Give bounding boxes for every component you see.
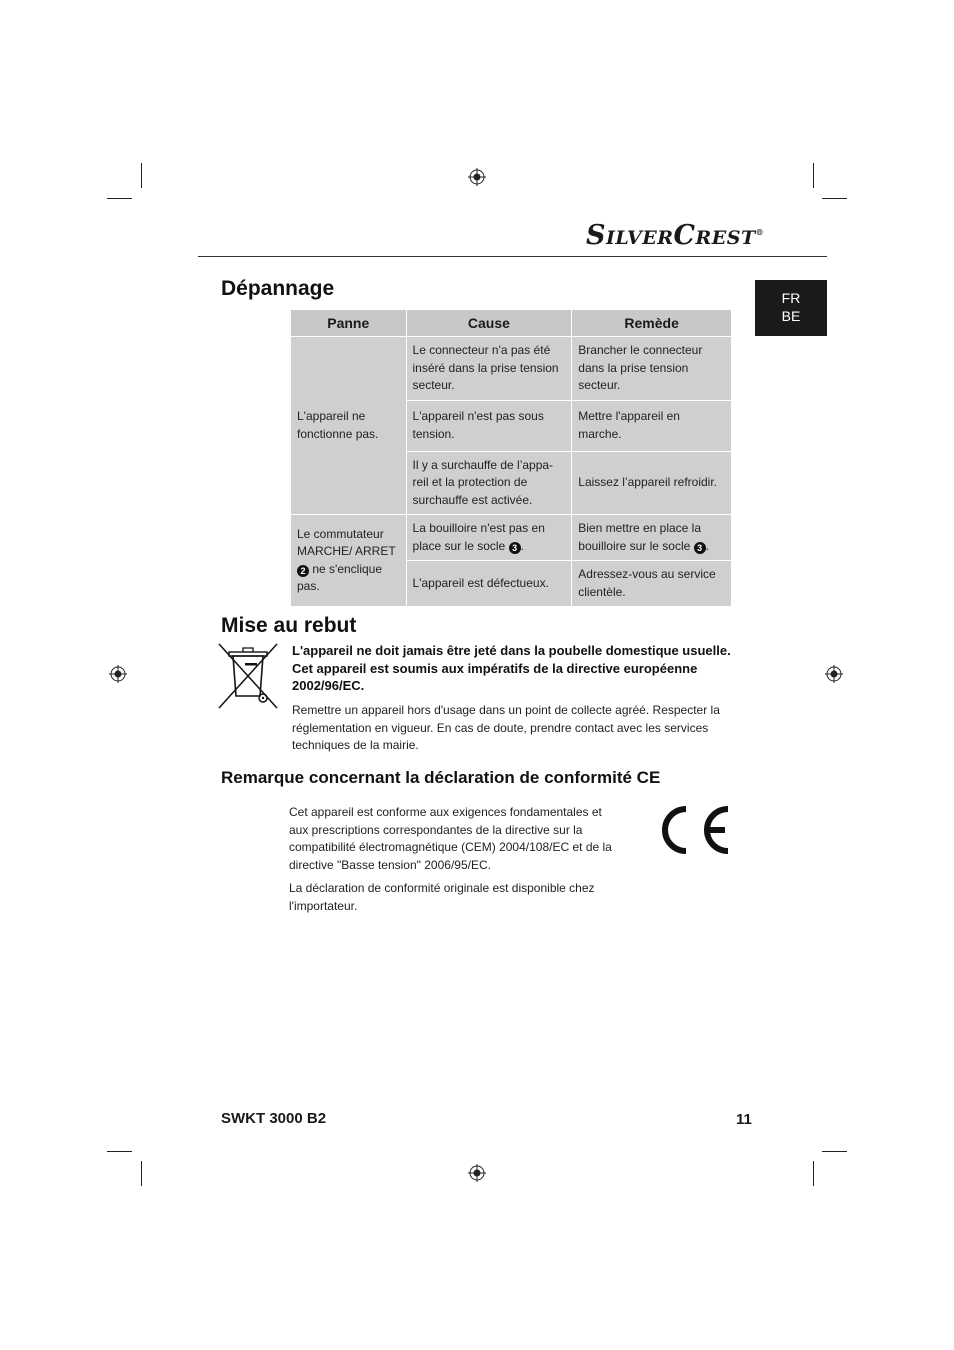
table-row (291, 337, 731, 400)
column-header: Cause (407, 310, 572, 336)
cause-cell: La bouilloire n'est pas en place sur le socle 3 . (407, 515, 572, 560)
column-header: Panne (291, 310, 406, 336)
crop-mark (141, 1161, 142, 1186)
cause-cell: Le connecteur n'a pas été inséré dans la prise tension secteur. (407, 337, 572, 400)
remedy-cell: Adressez-vous au service clientèle. (572, 561, 731, 606)
section-title-troubleshooting: Dépannage (221, 277, 335, 300)
brand-logo: SILVERCREST® (586, 220, 765, 251)
registration-mark-icon (825, 665, 843, 683)
column-header: Remède (572, 310, 731, 336)
crop-mark (107, 198, 132, 199)
crop-mark (141, 163, 142, 188)
section-title-conformity: Remarque concernant la déclaration de conformité CE (221, 768, 661, 787)
section-title-disposal: Mise au rebut (221, 614, 357, 637)
cause-cell: Il y a surchauffe de l’appa-reil et la protection de surchauffe est activée. (407, 452, 572, 515)
cause-cell: L'appareil est défectueux. (407, 561, 572, 606)
registration-mark-icon (468, 1164, 486, 1182)
language-tab (755, 280, 827, 336)
table-header-row (291, 310, 731, 336)
fault-cell: L'appareil ne fonctionne pas. (291, 337, 406, 514)
troubleshooting-table (290, 309, 732, 607)
language-code: BE (781, 308, 801, 324)
fault-cell: Le commutateur MARCHE/ ARRET 2 ne s'enclique pas. (291, 515, 406, 606)
table-row (291, 515, 731, 560)
remedy-cell: Mettre l'appareil en marche. (572, 401, 731, 451)
registration-mark-icon (468, 168, 486, 186)
crop-mark (813, 163, 814, 188)
remedy-cell: Brancher le connecteur dans la prise tension secteur. (572, 337, 731, 400)
disposal-warning: L'appareil ne doit jamais être jeté dans la poubelle domestique usuelle. Cet appareil est soumis aux impératifs de la directive européenne 2002/96/EC. (292, 643, 731, 693)
crop-mark (107, 1151, 132, 1152)
remedy-cell: Laissez l’appareil refroidir. (572, 452, 731, 515)
language-code: FR (781, 290, 801, 306)
crop-mark (822, 1151, 847, 1152)
crossed-out-wheelie-bin-icon (217, 642, 279, 710)
page-number: 11 (736, 1111, 752, 1128)
crop-mark (822, 198, 847, 199)
remedy-cell: Bien mettre en place la bouilloire sur le socle 3 . (572, 515, 731, 560)
part-number-badge: 3 (509, 542, 521, 554)
registration-mark-icon (109, 665, 127, 683)
cause-cell: L'appareil n'est pas sous tension. (407, 401, 572, 451)
model-number: SWKT 3000 B2 (221, 1110, 327, 1127)
conformity-paragraph: Cet appareil est conforme aux exigences fondamentales et aux prescriptions correspondantes de la directive sur la compatibilité électromagnétique (CEM) 2004/108/EC et de la directive "Basse tension" 2006/95/EC. (289, 805, 612, 872)
part-number-badge: 3 (694, 542, 706, 554)
header-rule (198, 256, 827, 257)
conformity-paragraph: La déclaration de conformité originale est disponible chez l'importateur. (289, 881, 595, 913)
ce-mark-icon (656, 804, 732, 856)
disposal-text: Remettre un appareil hors d'usage dans un point de collecte agréé. Respecter la réglementation en vigueur. En cas de doute, prendre contact avec les services techniques de la mairie. (292, 703, 720, 752)
crop-mark (813, 1161, 814, 1186)
part-number-badge: 2 (297, 565, 309, 577)
